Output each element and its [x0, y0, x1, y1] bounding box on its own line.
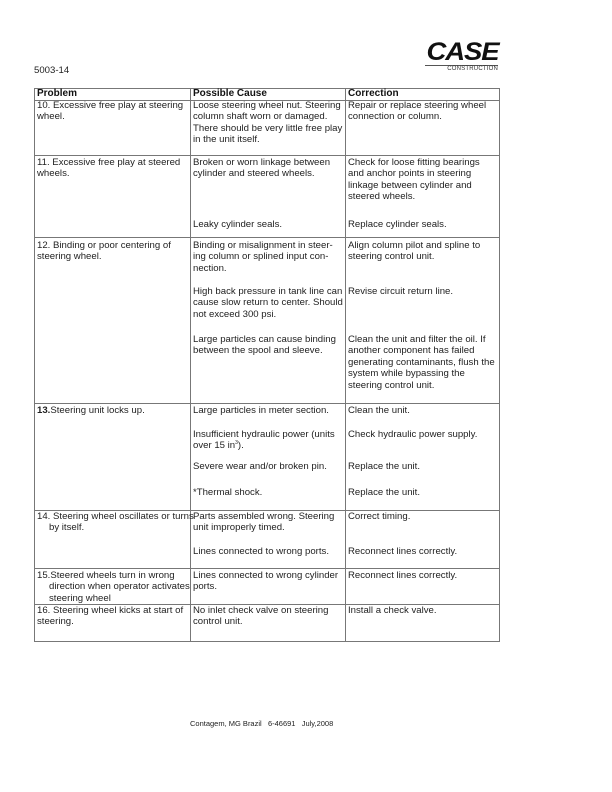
- cause-tail: ).: [237, 440, 244, 452]
- cause-cell: No inlet check valve on steering control unit.: [193, 605, 329, 628]
- cause-cell: [193, 429, 343, 452]
- column-header: Correction: [348, 88, 399, 99]
- correction-cell: Check hydraulic power supply.: [348, 429, 478, 440]
- superscript: 3: [235, 440, 238, 447]
- cause-cell: *Thermal shock.: [193, 487, 263, 498]
- divider: [34, 237, 500, 238]
- cause-cell: Binding or misalignment in steer-ing column or splined input con-nection.: [193, 240, 333, 274]
- correction-cell: Replace cylinder seals.: [348, 219, 447, 230]
- logo-brand: CASE: [425, 38, 498, 66]
- correction-cell: Reconnect lines correctly.: [348, 570, 458, 581]
- problem-cell: 11. Excessive free play at steered wheels.: [37, 157, 181, 180]
- divider: [34, 568, 500, 569]
- problem-cell: 16. Steering wheel kicks at start of steering.: [37, 605, 184, 628]
- divider: [345, 88, 346, 641]
- problem-cell: [37, 405, 187, 416]
- correction-cell: Check for loose fitting bearings and anchor points in steering linkage between cylinder and steered wheels.: [348, 157, 480, 203]
- correction-cell: Replace the unit.: [348, 487, 420, 498]
- correction-cell: Install a check valve.: [348, 605, 437, 616]
- divider: [34, 403, 500, 404]
- column-header: Possible Cause: [193, 88, 267, 99]
- divider: [34, 641, 500, 642]
- correction-cell: Clean the unit.: [348, 405, 410, 416]
- footer: Contagem, MG Brazil 6-46691 July,2008: [190, 719, 334, 728]
- problem-cell: 14. Steering wheel oscillates or turns by itself.: [37, 511, 194, 534]
- case-logo: [418, 40, 500, 74]
- cause-cell: Large particles in meter section.: [193, 405, 329, 416]
- correction-cell: Revise circuit return line.: [348, 286, 454, 297]
- divider: [34, 155, 500, 156]
- cause-cell: Leaky cylinder seals.: [193, 219, 283, 230]
- problem-text: Steering unit locks up.: [50, 405, 145, 416]
- cause-cell: Loose steering wheel nut. Steering column shaft worn or damaged. There should be very little free play in the unit itself.: [193, 100, 343, 146]
- doc-number: 5003-14: [34, 65, 70, 76]
- cause-cell: Lines connected to wrong cylinder ports.: [193, 570, 339, 593]
- cause-cell: Lines connected to wrong ports.: [193, 546, 329, 557]
- correction-cell: Reconnect lines correctly.: [348, 546, 458, 557]
- cause-text: Insufficient hydraulic power (units over 15 in: [193, 429, 335, 452]
- problem-number: 13.: [37, 405, 51, 416]
- problem-cell: 15.Steered wheels turn in wrong direction when operator activates steering wheel: [37, 570, 190, 604]
- correction-cell: Align column pilot and spline to steering control unit.: [348, 240, 481, 263]
- correction-cell: Replace the unit.: [348, 461, 420, 472]
- cause-cell: Severe wear and/or broken pin.: [193, 461, 327, 472]
- divider: [499, 88, 500, 641]
- logo-sub: CONSTRUCTION: [425, 65, 498, 73]
- correction-cell: Repair or replace steering wheel connection or column.: [348, 100, 487, 123]
- cause-cell: High back pressure in tank line can cause slow return to center. Should not exceed 300 psi.: [193, 286, 343, 320]
- divider: [190, 88, 191, 641]
- correction-cell: Clean the unit and filter the oil. If another component has failed generating contaminants, flush the system while bypassing the steering control unit.: [348, 334, 495, 391]
- column-header: Problem: [37, 88, 78, 99]
- problem-cell: 10. Excessive free play at steering wheel.: [37, 100, 184, 123]
- correction-cell: Correct timing.: [348, 511, 411, 522]
- divider: [34, 88, 35, 641]
- problem-cell: 12. Binding or poor centering of steering wheel.: [37, 240, 171, 263]
- cause-cell: Parts assembled wrong. Steering unit improperly timed.: [193, 511, 335, 534]
- cause-cell: Large particles can cause binding between the spool and sleeve.: [193, 334, 336, 357]
- cause-cell: Broken or worn linkage between cylinder and steered wheels.: [193, 157, 331, 180]
